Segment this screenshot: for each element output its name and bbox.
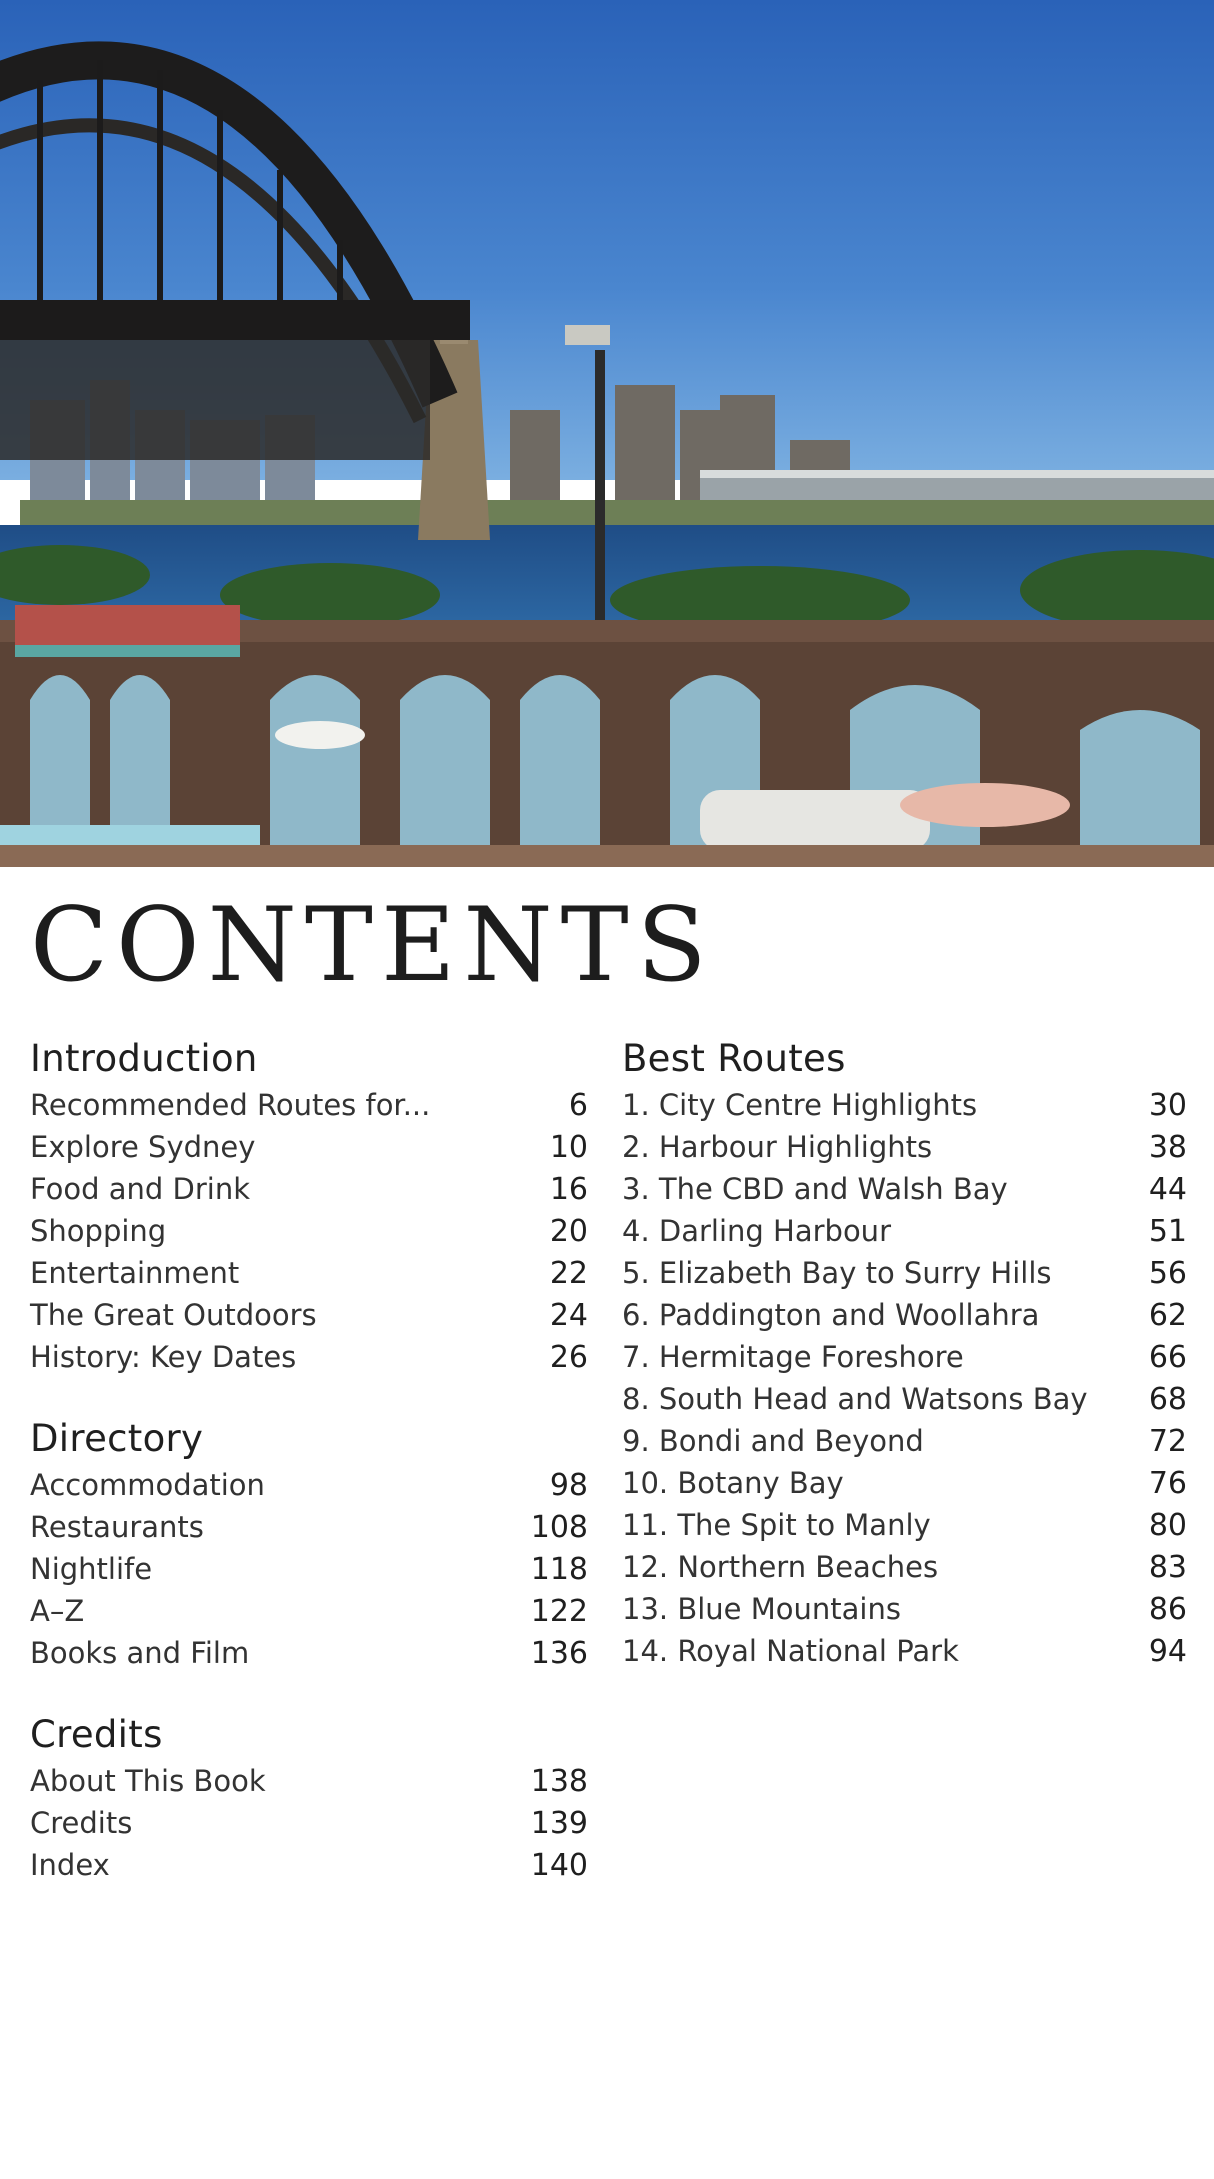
contents-left-column — [30, 1036, 588, 1924]
toc-entry-page: 16 — [549, 1172, 588, 1207]
toc-entry[interactable] — [622, 1294, 1187, 1336]
toc-entry[interactable] — [622, 1336, 1187, 1378]
toc-entry-page: 136 — [530, 1636, 588, 1671]
toc-entry-label: 7. Hermitage Foreshore — [622, 1340, 964, 1374]
toc-entry-label: A–Z — [30, 1594, 85, 1628]
toc-entry[interactable] — [622, 1168, 1187, 1210]
toc-entry-label: Entertainment — [30, 1256, 240, 1290]
toc-entry-page: 140 — [530, 1848, 588, 1883]
toc-entry[interactable] — [30, 1210, 588, 1252]
toc-entry-label: 13. Blue Mountains — [622, 1592, 901, 1626]
toc-entry[interactable] — [622, 1546, 1187, 1588]
toc-entry[interactable] — [30, 1168, 588, 1210]
toc-entry-page: 118 — [530, 1552, 588, 1587]
toc-entry-page: 22 — [549, 1256, 588, 1291]
toc-entry[interactable] — [30, 1126, 588, 1168]
toc-entry[interactable] — [622, 1084, 1187, 1126]
page-title: CONTENTS — [30, 886, 715, 1005]
toc-entry-label: 10. Botany Bay — [622, 1466, 844, 1500]
toc-entry[interactable] — [30, 1760, 588, 1802]
toc-entry-label: Explore Sydney — [30, 1130, 256, 1164]
section-directory — [30, 1416, 588, 1674]
toc-entry-label: 2. Harbour Highlights — [622, 1130, 933, 1164]
toc-entry-page: 76 — [1148, 1466, 1187, 1501]
toc-entry-label: 8. South Head and Watsons Bay — [622, 1382, 1088, 1416]
toc-entry-label: 5. Elizabeth Bay to Surry Hills — [622, 1256, 1052, 1290]
toc-entry[interactable] — [622, 1378, 1187, 1420]
toc-entry-label: Credits — [30, 1806, 133, 1840]
toc-entry-page: 10 — [549, 1130, 588, 1165]
toc-entry-label: About This Book — [30, 1764, 266, 1798]
toc-entry-page: 80 — [1148, 1508, 1187, 1543]
toc-entry-page: 44 — [1148, 1172, 1187, 1207]
toc-entry-page: 6 — [568, 1088, 588, 1123]
toc-entry[interactable] — [30, 1252, 588, 1294]
harbour-bridge-image — [0, 0, 1214, 867]
toc-entry[interactable] — [30, 1336, 588, 1378]
section-heading: Credits — [30, 1713, 163, 1756]
contents-right-column — [622, 1036, 1187, 1710]
toc-entry-label: 3. The CBD and Walsh Bay — [622, 1172, 1008, 1206]
toc-entry-label: Nightlife — [30, 1552, 153, 1586]
toc-entry[interactable] — [30, 1464, 588, 1506]
toc-entry-page: 138 — [530, 1764, 588, 1799]
toc-entry-page: 51 — [1148, 1214, 1187, 1249]
section-heading: Best Routes — [622, 1037, 846, 1080]
toc-entry[interactable] — [30, 1632, 588, 1674]
toc-entry-page: 26 — [549, 1340, 588, 1375]
toc-entry[interactable] — [622, 1630, 1187, 1672]
toc-entry[interactable] — [622, 1504, 1187, 1546]
toc-entry-page: 72 — [1148, 1424, 1187, 1459]
toc-entry[interactable] — [622, 1462, 1187, 1504]
toc-entry-page: 38 — [1148, 1130, 1187, 1165]
toc-entry-label: Accommodation — [30, 1468, 265, 1502]
section-heading: Introduction — [30, 1037, 258, 1080]
toc-entry[interactable] — [30, 1802, 588, 1844]
toc-entry-label: Recommended Routes for... — [30, 1088, 431, 1122]
toc-entry-page: 56 — [1148, 1256, 1187, 1291]
toc-entry-label: 9. Bondi and Beyond — [622, 1424, 924, 1458]
section-best-routes — [622, 1036, 1187, 1672]
toc-entry-page: 66 — [1148, 1340, 1187, 1375]
toc-entry[interactable] — [30, 1084, 588, 1126]
toc-entry[interactable] — [622, 1126, 1187, 1168]
toc-entry-page: 30 — [1148, 1088, 1187, 1123]
toc-entry-label: 12. Northern Beaches — [622, 1550, 939, 1584]
toc-entry-page: 108 — [530, 1510, 588, 1545]
toc-entry-label: Restaurants — [30, 1510, 204, 1544]
toc-entry[interactable] — [30, 1294, 588, 1336]
toc-entry-label: 1. City Centre Highlights — [622, 1088, 978, 1122]
section-heading: Directory — [30, 1417, 204, 1460]
toc-entry[interactable] — [30, 1590, 588, 1632]
toc-entry-page: 20 — [549, 1214, 588, 1249]
toc-entry-page: 122 — [530, 1594, 588, 1629]
toc-entry[interactable] — [622, 1252, 1187, 1294]
toc-entry[interactable] — [30, 1506, 588, 1548]
toc-entry-label: Index — [30, 1848, 110, 1882]
toc-entry[interactable] — [622, 1588, 1187, 1630]
section-introduction — [30, 1036, 588, 1378]
toc-entry[interactable] — [30, 1548, 588, 1590]
toc-entry-page: 62 — [1148, 1298, 1187, 1333]
toc-entry-page: 86 — [1148, 1592, 1187, 1627]
toc-entry-label: History: Key Dates — [30, 1340, 297, 1374]
section-credits — [30, 1712, 588, 1886]
toc-entry-label: 6. Paddington and Woollahra — [622, 1298, 1040, 1332]
toc-entry-page: 83 — [1148, 1550, 1187, 1585]
toc-entry[interactable] — [622, 1420, 1187, 1462]
toc-entry-label: The Great Outdoors — [30, 1298, 317, 1332]
toc-entry-label: Books and Film — [30, 1636, 250, 1670]
toc-entry-label: 4. Darling Harbour — [622, 1214, 891, 1248]
toc-entry[interactable] — [622, 1210, 1187, 1252]
toc-entry-label: Shopping — [30, 1214, 167, 1248]
toc-entry-page: 24 — [549, 1298, 588, 1333]
header-photo — [0, 0, 1214, 867]
toc-entry-page: 139 — [530, 1806, 588, 1841]
toc-entry-page: 94 — [1148, 1634, 1187, 1669]
toc-entry-page: 68 — [1148, 1382, 1187, 1417]
toc-entry-label: Food and Drink — [30, 1172, 251, 1206]
toc-entry[interactable] — [30, 1844, 588, 1886]
toc-entry-label: 11. The Spit to Manly — [622, 1508, 931, 1542]
toc-entry-label: 14. Royal National Park — [622, 1634, 959, 1668]
toc-entry-page: 98 — [549, 1468, 588, 1503]
